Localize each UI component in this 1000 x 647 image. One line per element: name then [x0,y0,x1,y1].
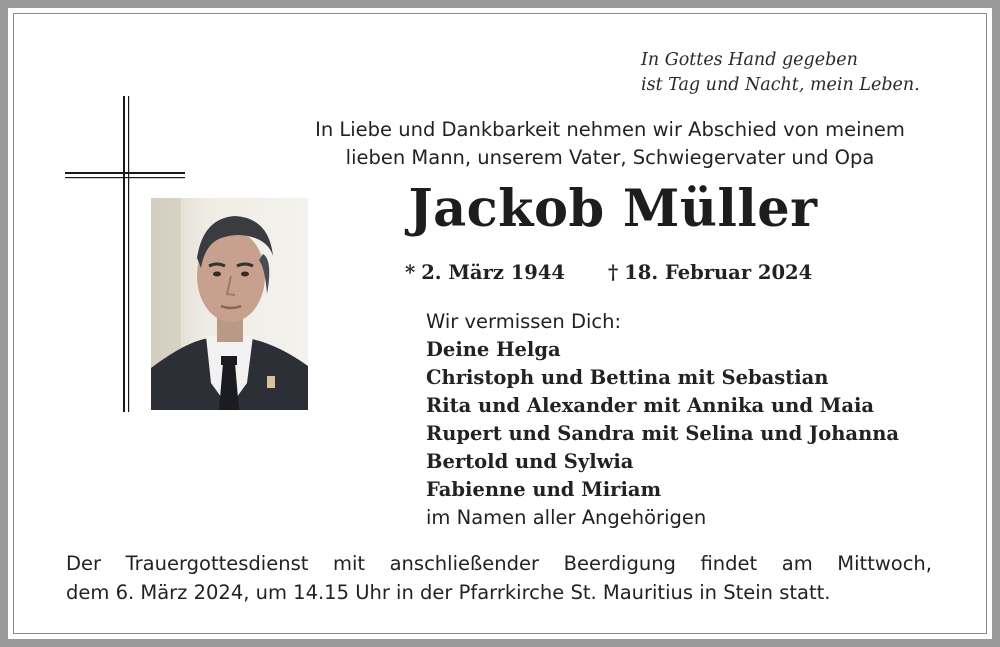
funeral-notice [66,549,932,607]
family-member: Deine Helga [426,338,561,361]
family-member: Fabienne und Miriam [426,478,662,501]
intro-line-2: lieben Mann, unserem Vater, Schwiegervater und Opa [345,146,875,169]
death-date-text: 18. Februar 2024 [624,261,813,284]
family-member: Christoph und Bettina mit Sebastian [426,366,829,389]
family-closing: im Namen aller Angehörigen [426,506,707,529]
deceased-name: Jackob Müller [408,179,818,239]
birth-date-text: 2. März 1944 [421,261,565,284]
motto-line-2: ist Tag und Nacht, mein Leben. [641,75,920,95]
family-member: Bertold und Sylwia [426,450,634,473]
family-member: Rita und Alexander mit Annika und Maia [426,394,875,417]
family-member: Rupert und Sandra mit Selina und Johanna [426,422,900,445]
death-symbol: † [608,261,619,284]
funeral-notice-line-2: dem 6. März 2024, um 14.15 Uhr in der Pfarrkirche St. Mauritius in Stein statt. [66,581,831,604]
death-date [608,259,812,287]
motto [641,48,971,98]
intro-line-1: In Liebe und Dankbarkeit nehmen wir Abschied von meinem [315,118,905,141]
family-list [426,308,986,532]
intro-text [260,116,960,172]
family-heading: Wir vermissen Dich: [426,310,622,333]
funeral-notice-line-1: Der Trauergottesdienst mit anschließender Beerdigung findet am Mittwoch, [66,552,932,575]
birth-date [405,259,565,287]
portrait-photo [151,198,308,410]
motto-line-1: In Gottes Hand gegeben [641,50,858,70]
birth-symbol: * [405,261,416,284]
